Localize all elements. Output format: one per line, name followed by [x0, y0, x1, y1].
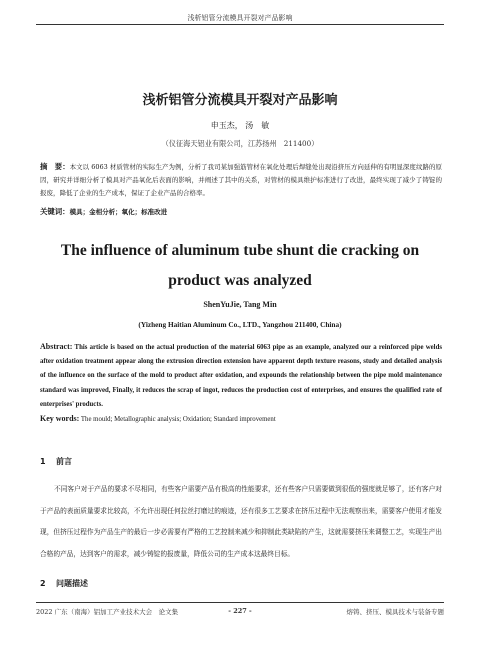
- running-head: 浅析铝管分流模具开裂对产品影响: [187, 14, 293, 22]
- section-heading-problem: [40, 578, 88, 589]
- en-keywords-label: Key words:: [40, 414, 80, 423]
- cn-title: 浅析铝管分流模具开裂对产品影响: [142, 93, 338, 108]
- en-abstract: [40, 340, 442, 412]
- section-heading-preface: [40, 456, 72, 467]
- cn-abstract-label: 摘 要：: [40, 162, 70, 171]
- en-title: The influence of aluminum tube shunt die cracking on product was analyzed: [60, 242, 420, 289]
- cn-authors: 申玉杰， 汤 敏: [210, 121, 270, 130]
- cn-affiliation: （仪征海天铝业有限公司，江苏扬州 211400）: [161, 139, 319, 148]
- cn-keywords: [40, 205, 442, 219]
- footer-proceedings: 2022 广东（南海）铝加工产业技术大会 论文集: [36, 608, 179, 616]
- cn-abstract: [40, 160, 442, 200]
- en-abstract-text: This article is based on the actual production of the material 6063 pipe as an example, analyzed our a reinforced pipe welds after oxidation treatment appear along the extrusion direction extension have apparent depth texture reasons, study and detailed analysis of the influence on the surface of the mold to product after oxidation, and expounds the relationship between the pipe mold maintenance standard was improved, Finally, it reduces the scrap of ingot, reduces the production cost of enterprises, and ensures the qualified rate of enterprises' products.: [40, 344, 442, 408]
- page-number: - 227 -: [228, 607, 252, 615]
- preface-paragraph: 不同客户对于产品的要求不尽相同，有些客户需要产品有极高的性能要求，还有些客户只需要做到很低的强度就足够了，还有客户对于产品的表面质量要求比较高，不允许出现任何拉丝打磨过的痕迹，还有很多工艺要求在挤压过程中无法观察出来，需要客户使用才能发现，但挤压过程作为产品生产的最后一步必需要有严格的工艺控制来减少和抑制此类缺陷的产生，这就需要挤压来调整工艺，实现生产出合格的产品，达到客户的需求，减少铸锭的报废量，降低公司的生产成本这最终目标。: [40, 485, 442, 558]
- cn-abstract-text: 本文以 6063 材质管材的实际生产为例，分析了我司某加强筋管材在氧化处理后焊缝处出现沿挤压方向延伸的有明显深度纹路的原因，研究并详细分析了模具对产品氧化后表面的影响，并阐述了其中的关系，对管材的模具维护标准进行了改进，最终实现了减少了铸锭的报废，降低了企业的生产成本，保证了企业产品的合格率。: [40, 163, 442, 197]
- section-number: 1: [40, 457, 46, 466]
- cn-keywords-label: 关键词：: [40, 207, 70, 216]
- section-title: 问题描述: [56, 579, 88, 588]
- en-affiliation: (Yizheng Haitian Aluminum Co., LTD., Yangzhou 211400, China): [138, 320, 342, 329]
- en-keywords: [40, 412, 442, 427]
- section-title: 前言: [56, 457, 72, 466]
- footer-rule: [36, 602, 444, 603]
- en-authors: ShenYuJie, Tang Min: [203, 300, 277, 309]
- footer-topic: 熔铸、挤压、模具技术与装备专题: [346, 608, 444, 616]
- header-rule: [36, 24, 444, 25]
- en-abstract-label: Abstract:: [40, 342, 73, 351]
- cn-keywords-text: 模具；金相分析；氧化；标准改进: [69, 208, 168, 216]
- section-number: 2: [40, 579, 46, 588]
- en-keywords-text: The mould; Metallographic analysis; Oxidation; Standard improvement: [79, 416, 276, 423]
